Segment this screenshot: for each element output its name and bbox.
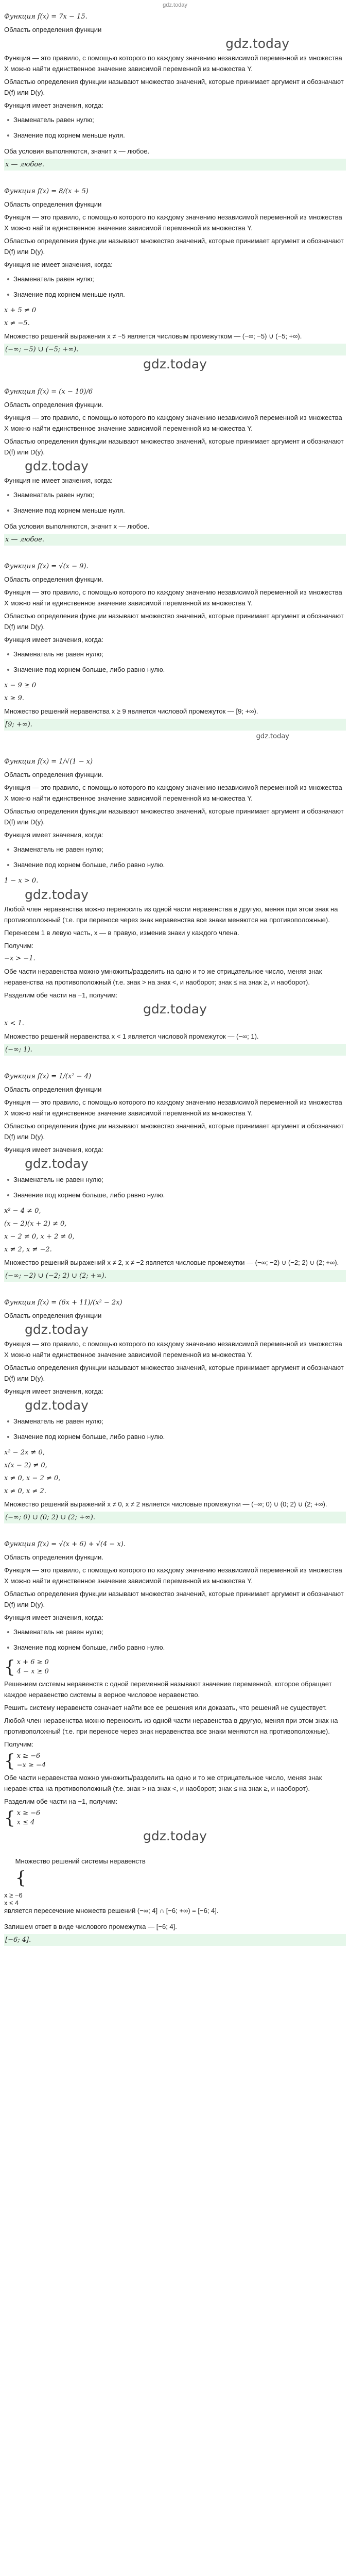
answer-pre: Множество решений системы неравенств: [15, 1857, 146, 1865]
bullet-icon: [7, 1436, 9, 1438]
watermark: gdz.today: [25, 887, 89, 902]
answer-post: является пересечение множеств решений (−∞; 4] ∩ [−6; +∞) = [−6; 4].: [4, 1907, 219, 1914]
math-step: −x > −1.: [4, 955, 36, 962]
explanation: Получим:: [4, 1740, 33, 1748]
section-7: [4, 1297, 346, 1523]
system-row: x + 6 ≥ 0: [16, 1658, 49, 1666]
system-row: x ≥ −6: [4, 1891, 23, 1899]
answer-highlight: x — любое.: [4, 159, 346, 171]
condition-text: Значение под корнем больше, либо равно нулю.: [13, 861, 165, 869]
answer-text: [4, 1845, 346, 1889]
inline-system: [15, 1869, 47, 1887]
answer-highlight: [9; +∞).: [4, 719, 346, 731]
bullet-icon: [7, 864, 9, 866]
conclusion: Оба условия выполняются, значит x — любое.: [4, 522, 150, 530]
math-step: x < 1.: [4, 1020, 24, 1027]
system-rows: [17, 1658, 49, 1676]
condition-text: Значение под корнем меньше нуля.: [13, 291, 125, 298]
answer-text: Множество решений выражения x ≠ −5 является числовым промежутком — (−∞; −5) ∪ (−5; +∞).: [4, 332, 302, 340]
function-definition: Функция — это правило, с помощью которого по каждому значению независимой переменной из множества X можно найти единственное значение зависимой переменной из множества Y.: [4, 213, 344, 232]
bullet-icon: [7, 1631, 9, 1633]
math-step: x ≠ 0, x − 2 ≠ 0,: [4, 1475, 61, 1482]
answer-text: Запишем ответ в виде числового промежутка — [−6; 4].: [4, 1923, 177, 1930]
answer-highlight: (−∞; 1).: [4, 1044, 346, 1056]
domain-definition: Областью определения функции называют множество значений, которые принимает аргумент и обозначают D(f) или D(y).: [4, 1590, 346, 1608]
bullet-icon: [7, 119, 9, 121]
condition-text: Значение под корнем больше, либо равно нулю.: [13, 1191, 165, 1199]
explanation: Любой член неравенства можно переносить из одной части неравенства в другую, меняя при этом знак на противоположный (т.е. при переносе через знак неравенства все знаки меняются на противоположные).: [4, 905, 340, 924]
system-row: x ≥ −6: [16, 1809, 41, 1817]
answer-highlight: (−∞; −2) ∪ (−2; 2) ∪ (2; +∞).: [4, 1270, 346, 1282]
condition-item: [7, 1642, 346, 1653]
section-6: [4, 1071, 346, 1282]
answer-text: Множество решений выражений x ≠ 0, x ≠ 2 является числовые промежутки — (−∞; 0) ∪ (0; 2) ∪ (2; +∞).: [4, 1500, 327, 1508]
inequality-system: [4, 1809, 346, 1827]
bullet-icon: [7, 1420, 9, 1422]
function-statement: Функция f(x) = √(x − 9).: [4, 563, 89, 570]
domain-definition: Областью определения функции называют множество значений, которые принимает аргумент и обозначают D(f) или D(y).: [4, 437, 346, 456]
answer-text: Множество решений неравенства x < 1 является числовой промежуток — (−∞; 1).: [4, 1032, 259, 1040]
function-statement: Функция f(x) = 8/(x + 5): [4, 188, 89, 195]
bullet-icon: [7, 294, 9, 296]
condition-item: [7, 1627, 346, 1637]
condition-item: [7, 1416, 346, 1427]
bullet-icon: [7, 653, 9, 655]
function-definition: Функция — это правило, с помощью которого по каждому значению независимой переменной из множества X можно найти единственное значение зависимой переменной из множества Y.: [4, 1098, 344, 1117]
conclusion: Оба условия выполняются, значит x — любое.: [4, 147, 150, 155]
header-watermark: gdz.today: [163, 2, 187, 8]
has-values-line: Функция не имеет значения, когда:: [4, 261, 113, 268]
watermark: gdz.today: [143, 357, 207, 371]
has-values-line: Функция имеет значения, когда:: [4, 1146, 103, 1154]
has-values-line: Функция имеет значения, когда:: [4, 1387, 103, 1395]
condition-text: Значение под корнем больше, либо равно нулю.: [13, 666, 165, 673]
section-5: [4, 756, 346, 1056]
watermark: gdz.today: [25, 459, 89, 473]
function-statement: Функция f(x) = 1/√(1 − x): [4, 758, 93, 766]
inequality-system: [4, 1658, 346, 1676]
bullet-icon: [7, 1647, 9, 1649]
brace-icon: {: [4, 1808, 15, 1828]
section-1: [4, 11, 346, 171]
condition-item: [7, 290, 346, 300]
system-row: x ≥ −6: [16, 1752, 41, 1760]
condition-text: Значение под корнем меньше нуля.: [13, 506, 125, 514]
condition-text: Знаменатель не равен нулю;: [13, 1417, 103, 1425]
math-step: x(x − 2) ≠ 0,: [4, 1462, 47, 1469]
section-2: [4, 186, 346, 371]
condition-item: [7, 649, 346, 659]
function-definition: Функция — это правило, с помощью которого по каждому значению независимой переменной из множества X можно найти единственное значение зависимой переменной из множества Y.: [4, 1340, 344, 1359]
math-step: x − 9 ≥ 0: [4, 682, 37, 689]
explanation: Обе части неравенства можно умножить/разделить на одно и то же отрицательное число, меняя знак неравенства на противоположный (т.е. знак > на знак <, и наоборот; знак ≤ на знак ≥, и наоборот).: [4, 1774, 324, 1792]
condition-item: [7, 1190, 346, 1200]
watermark: gdz.today: [256, 733, 289, 740]
explanation: Получим:: [4, 942, 33, 950]
bullet-icon: [7, 134, 9, 137]
condition-text: Знаменатель не равен нулю;: [13, 650, 103, 658]
watermark: gdz.today: [143, 1002, 207, 1016]
condition-text: Знаменатель не равен нулю;: [13, 1628, 103, 1636]
section-8: [4, 1539, 346, 1946]
explanation: Решением системы неравенств с одной переменной называют значение переменной, которое обращает каждое неравенство системы в верное числовое неравенство.: [4, 1680, 334, 1699]
function-statement: Функция f(x) = (6x + 11)/(x² − 2x): [4, 1299, 122, 1307]
math-step: x ≠ −5.: [4, 319, 30, 327]
brace-icon: {: [15, 1868, 27, 1888]
watermark: gdz.today: [25, 1322, 89, 1337]
domain-title: Область определения функции.: [4, 771, 103, 778]
bullet-icon: [7, 494, 9, 496]
condition-text: Значение под корнем больше, либо равно нулю.: [13, 1433, 165, 1440]
inequality-system: [4, 1752, 346, 1770]
function-definition: Функция — это правило, с помощью которого по каждому значению независимой переменной из множества X можно найти единственное значение зависимой переменной из множества Y.: [4, 54, 344, 73]
answer-highlight: [−6; 4].: [4, 1934, 346, 1946]
function-definition: Функция — это правило, с помощью которого по каждому значению независимой переменной из множества X можно найти единственное значение зависимой переменной из множества Y.: [4, 414, 344, 432]
math-step: x² − 4 ≠ 0,: [4, 1207, 41, 1215]
explanation: Любой член неравенства можно переносить из одной части неравенства в другую, меняя при этом знак на противоположный (т.е. при переносе через знак неравенства все знаки меняются на противоположные).: [4, 1717, 340, 1735]
bullet-icon: [7, 849, 9, 851]
domain-definition: Областью определения функции называют множество значений, которые принимает аргумент и обозначают D(f) или D(y).: [4, 1364, 346, 1382]
domain-definition: Областью определения функции называют множество значений, которые принимает аргумент и обозначают D(f) или D(y).: [4, 1122, 346, 1141]
function-definition: Функция — это правило, с помощью которого по каждому значению независимой переменной из множества X можно найти единственное значение зависимой переменной из множества Y.: [4, 588, 344, 607]
answer-text: Множество решений выражений x ≠ 2, x ≠ −2 является числовые промежутки — (−∞; −2) ∪ (−2; 2) ∪ (2; +∞).: [4, 1259, 339, 1266]
condition-item: [7, 274, 346, 284]
math-step: x ≥ 9.: [4, 694, 24, 702]
condition-item: [7, 505, 346, 516]
brace-icon: {: [4, 1751, 15, 1771]
answer-highlight: (−∞; 0) ∪ (0; 2) ∪ (2; +∞).: [4, 1512, 346, 1523]
condition-item: [7, 490, 346, 500]
watermark: gdz.today: [143, 1828, 207, 1843]
system-rows: [17, 1809, 41, 1827]
condition-text: Знаменатель равен нулю;: [13, 275, 94, 283]
function-definition: Функция — это правило, с помощью которого по каждому значению независимой переменной из множества X можно найти единственное значение зависимой переменной из множества Y.: [4, 1566, 344, 1585]
domain-title: Область определения функции.: [4, 575, 103, 583]
section-3: [4, 386, 346, 546]
math-step: (x − 2)(x + 2) ≠ 0,: [4, 1220, 67, 1228]
math-step: x ≠ 0, x ≠ 2.: [4, 1487, 46, 1495]
math-step: x + 5 ≠ 0: [4, 307, 37, 314]
domain-title: Область определения функции: [4, 200, 102, 208]
function-statement: Функция f(x) = 1/(x² − 4): [4, 1073, 92, 1080]
condition-item: [7, 844, 346, 855]
section-4: [4, 561, 346, 741]
math-step: x − 2 ≠ 0, x + 2 ≠ 0,: [4, 1233, 75, 1241]
explanation: Разделим обе части на −1, получим:: [4, 1798, 118, 1805]
bullet-icon: [7, 1179, 9, 1181]
domain-definition: Областью определения функции называют множество значений, которые принимает аргумент и обозначают D(f) или D(y).: [4, 78, 346, 96]
answer-text: Множество решений неравенства x ≥ 9 является числовой промежуток — [9; +∞).: [4, 707, 258, 715]
system-row: −x ≥ −4: [16, 1761, 46, 1769]
domain-title: Область определения функции: [4, 1086, 102, 1093]
condition-text: Знаменатель равен нулю;: [13, 116, 94, 124]
system-row: 4 − x ≥ 0: [16, 1668, 49, 1675]
has-values-line: Функция имеет значения, когда:: [4, 101, 103, 109]
domain-title: Область определения функции.: [4, 401, 103, 409]
condition-text: Значение под корнем меньше нуля.: [13, 131, 125, 139]
has-values-line: Функция имеет значения, когда:: [4, 1614, 103, 1621]
condition-item: [7, 665, 346, 675]
watermark: gdz.today: [225, 36, 289, 51]
has-values-line: Функция не имеет значения, когда:: [4, 477, 113, 484]
answer-highlight: x — любое.: [4, 534, 346, 546]
condition-item: [7, 860, 346, 870]
math-step: 1 − x > 0.: [4, 877, 39, 885]
explanation: Разделим обе части на −1, получим:: [4, 991, 118, 999]
condition-item: [7, 115, 346, 125]
watermark: gdz.today: [25, 1156, 89, 1171]
has-values-line: Функция имеет значения, когда:: [4, 636, 103, 643]
domain-definition: Областью определения функции называют множество значений, которые принимает аргумент и обозначают D(f) или D(y).: [4, 807, 346, 826]
domain-title: Область определения функции.: [4, 1553, 103, 1561]
condition-text: Знаменатель не равен нулю;: [13, 1176, 103, 1183]
bullet-icon: [7, 1194, 9, 1196]
function-definition: Функция — это правило, с помощью которого по каждому значению независимой переменной из множества X можно найти единственное значение зависимой переменной из множества Y.: [4, 784, 344, 802]
bullet-icon: [7, 278, 9, 280]
function-statement: Функция f(x) = √(x + 6) + √(4 − x).: [4, 1540, 126, 1548]
system-row: x ≤ 4: [16, 1819, 35, 1826]
bullet-icon: [7, 669, 9, 671]
has-values-line: Функция имеет значения, когда:: [4, 831, 103, 839]
condition-text: Значение под корнем больше, либо равно нулю.: [13, 1643, 165, 1651]
condition-item: [7, 1432, 346, 1442]
system-rows: [17, 1752, 46, 1770]
bullet-icon: [7, 510, 9, 512]
condition-item: [7, 130, 346, 141]
explanation: Перенесем 1 в левую часть, x — в правую, изменив знаки у каждого члена.: [4, 929, 239, 937]
math-step: x ≠ 2, x ≠ −2.: [4, 1246, 52, 1253]
condition-text: Знаменатель не равен нулю;: [13, 845, 103, 853]
brace-icon: {: [4, 1657, 15, 1677]
condition-item: [7, 1175, 346, 1185]
system-rows: [28, 1869, 46, 1887]
explanation: Обе части неравенства можно умножить/разделить на одно и то же отрицательное число, меняя знак неравенства на противоположный (т.е. знак > на знак <, и наоборот; знак ≤ на знак ≥, и наоборот).: [4, 968, 324, 986]
system-row: x ≤ 4: [4, 1899, 19, 1907]
watermark: gdz.today: [25, 1398, 89, 1413]
answer-highlight: (−∞; −5) ∪ (−5; +∞).: [4, 344, 346, 355]
domain-definition: Областью определения функции называют множество значений, которые принимает аргумент и обозначают D(f) или D(y).: [4, 612, 346, 631]
explanation: Решить систему неравенств означает найти все ее решения или доказать, что решений не существует.: [4, 1704, 327, 1711]
domain-title: Область определения функции: [4, 26, 102, 33]
domain-definition: Областью определения функции называют множество значений, которые принимает аргумент и обозначают D(f) или D(y).: [4, 237, 346, 256]
condition-text: Знаменатель равен нулю;: [13, 491, 94, 499]
math-step: x² − 2x ≠ 0,: [4, 1449, 45, 1456]
function-statement: Функция f(x) = 7x − 15.: [4, 13, 87, 21]
domain-title: Область определения функции: [4, 1312, 102, 1319]
function-statement: Функция f(x) = (x − 10)/6: [4, 388, 93, 396]
